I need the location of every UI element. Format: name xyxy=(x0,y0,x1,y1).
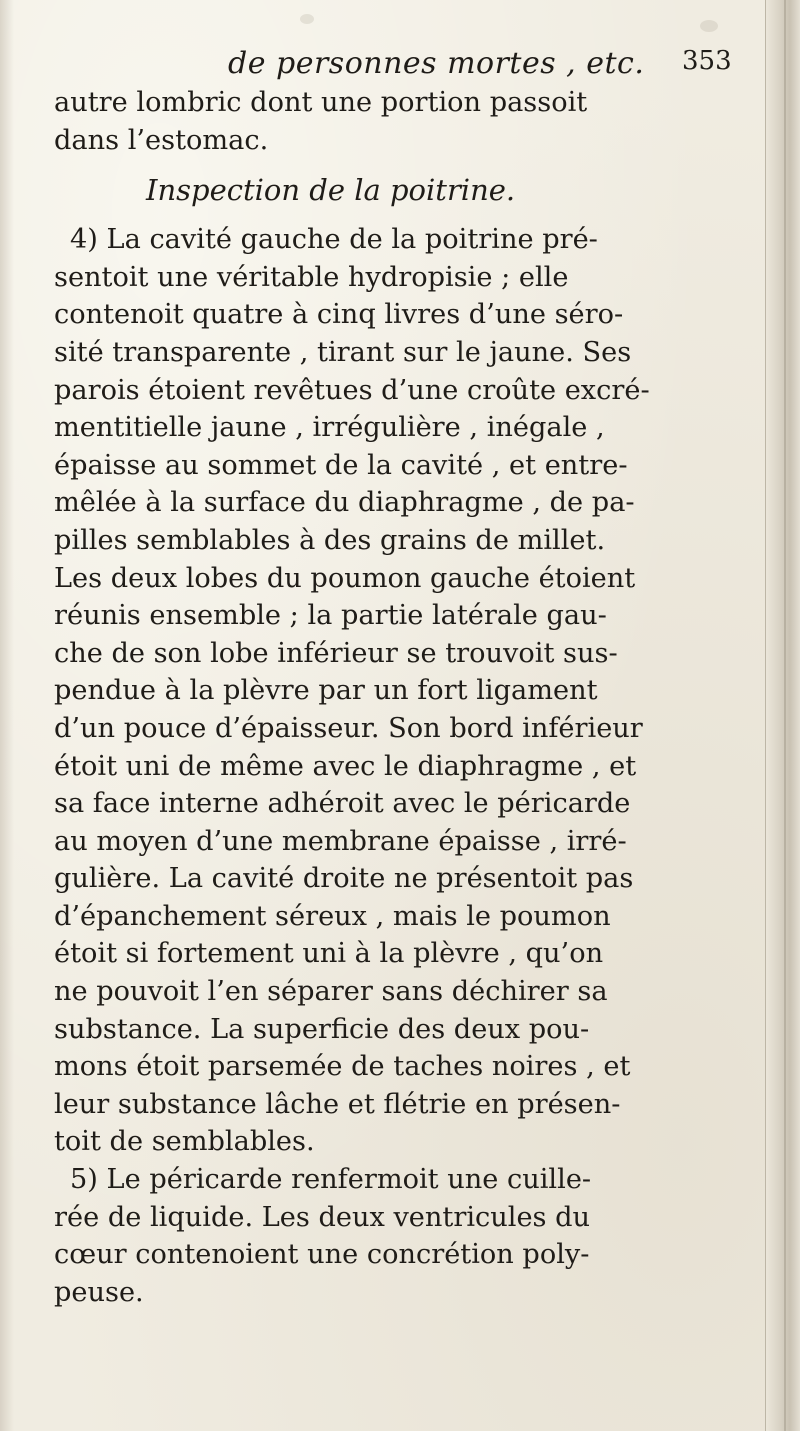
text-line: sentoit une véritable hydropisie ; elle xyxy=(54,261,569,293)
text-line: substance. La superficie des deux pou- xyxy=(54,1013,590,1045)
text-line: peuse. xyxy=(54,1276,144,1308)
text-line: mons étoit parsemée de taches noires , et xyxy=(54,1051,631,1083)
text-line: d’un pouce d’épaisseur. Son bord inférieur xyxy=(54,712,643,744)
text-line: leur substance lâche et flétrie en présen- xyxy=(54,1088,621,1120)
page-binding-edge xyxy=(765,0,800,1431)
text-line: épaisse au sommet de la cavité , et entre- xyxy=(54,449,628,481)
text-line: mentitielle jaune , irrégulière , inégale , xyxy=(54,412,605,444)
text-line: étoit uni de même avec le diaphragme , et xyxy=(54,750,637,782)
section-heading: Inspection de la poitrine. xyxy=(146,173,516,208)
paper-spot xyxy=(700,20,718,32)
text-line: autre lombric dont une portion passoit xyxy=(54,87,588,118)
text-line: gulière. La cavité droite ne présentoit pas xyxy=(54,863,634,895)
text-line: che de son lobe inférieur se trouvoit sus- xyxy=(54,637,618,669)
text-line: contenoit quatre à cinq livres d’une séro- xyxy=(54,299,624,331)
running-title: de personnes mortes , etc. xyxy=(228,46,645,81)
text-line: étoit si fortement uni à la plèvre , qu’on xyxy=(54,938,604,970)
text-line: d’épanchement séreux , mais le poumon xyxy=(54,900,611,932)
text-line: rée de liquide. Les deux ventricules du xyxy=(54,1201,591,1233)
text-line: Les deux lobes du poumon gauche étoient xyxy=(54,562,636,594)
paragraph-start: 5) Le péricarde renfermoit une cuille- xyxy=(70,1164,592,1196)
text-line: mêlée à la surface du diaphragme , de pa- xyxy=(54,487,635,519)
text-line: réunis ensemble ; la partie latérale gau- xyxy=(54,600,607,632)
text-line: toit de semblables. xyxy=(54,1126,315,1158)
page-number: 353 xyxy=(682,46,732,76)
binding-line xyxy=(784,0,786,1431)
text-line: sité transparente , tirant sur le jaune. Ses xyxy=(54,336,632,368)
page-left-shadow xyxy=(0,0,14,1431)
text-line: dans l’estomac. xyxy=(54,124,269,156)
paragraph-start: 4) La cavité gauche de la poitrine pré- xyxy=(70,224,598,256)
text-line: parois étoient revêtues d’une croûte excré- xyxy=(54,374,650,406)
text-line: sa face interne adhéroit avec le péricarde xyxy=(54,788,631,820)
text-line: pilles semblables à des grains de millet. xyxy=(54,524,606,556)
text-line: cœur contenoient une concrétion poly- xyxy=(54,1239,590,1271)
body-text xyxy=(54,84,764,1311)
text-line: pendue à la plèvre par un fort ligament xyxy=(54,675,598,707)
text-line: ne pouvoit l’en séparer sans déchirer sa xyxy=(54,976,608,1008)
paper-spot xyxy=(300,14,314,24)
text-line: au moyen d’une membrane épaisse , irré- xyxy=(54,825,627,857)
